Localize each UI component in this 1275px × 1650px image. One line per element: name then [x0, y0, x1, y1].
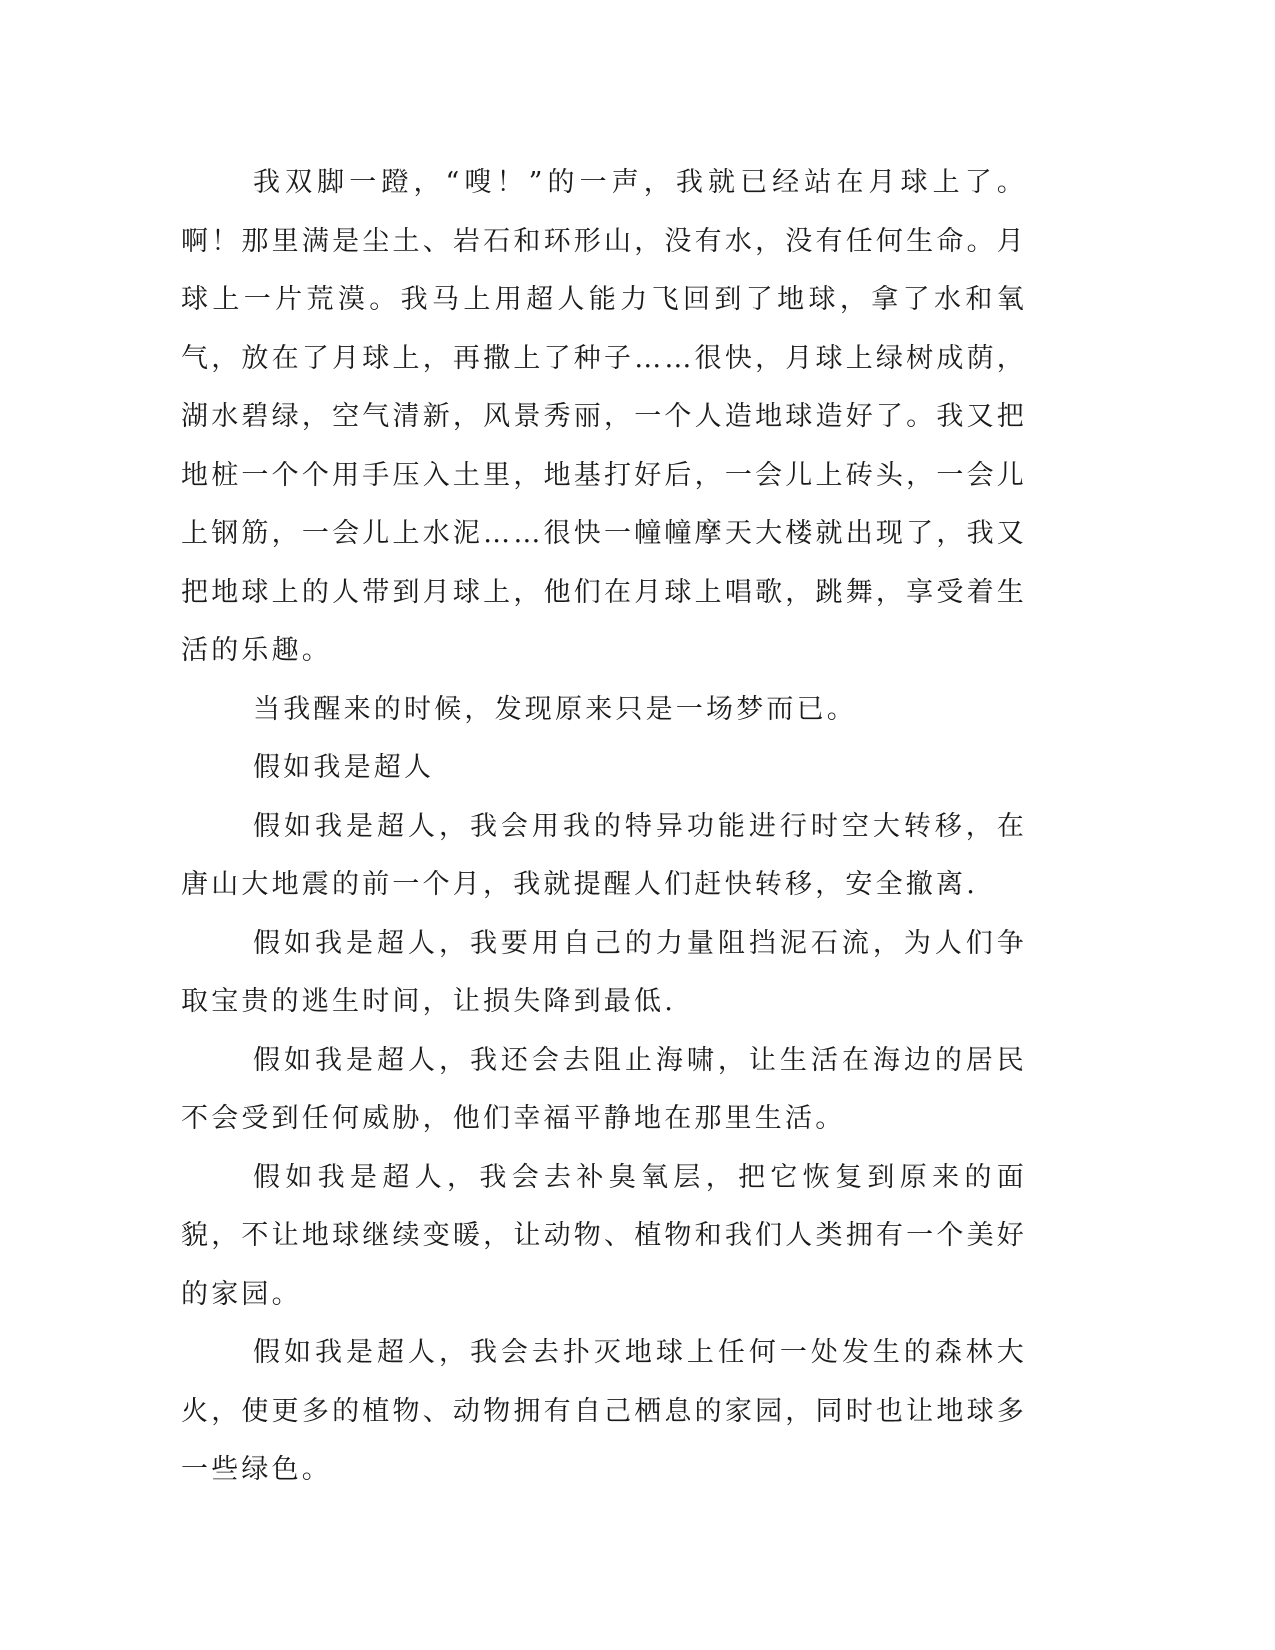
paragraph-forest-fire: 假如我是超人，我会去扑灭地球上任何一处发生的森林大火，使更多的植物、动物拥有自己栖息的家园，同时也让地球多一些绿色。	[181, 1337, 1027, 1485]
paragraph-mudslide: 假如我是超人，我要用自己的力量阻挡泥石流，为人们争取宝贵的逃生时间，让损失降到最低.	[181, 927, 1027, 1017]
paragraph-wake-up: 当我醒来的时候，发现原来只是一场梦而已。	[253, 693, 857, 725]
paragraph-earthquake: 假如我是超人，我会用我的特异功能进行时空大转移，在唐山大地震的前一个月，我就提醒人们赶快转移，安全撤离.	[181, 810, 1027, 900]
document-body	[181, 154, 1027, 1500]
section-title: 假如我是超人	[253, 752, 435, 783]
paragraph-ozone: 假如我是超人，我会去补臭氧层，把它恢复到原来的面貌，不让地球继续变暖，让动物、植物和我们人类拥有一个美好的家园。	[181, 1161, 1027, 1310]
paragraph-tsunami: 假如我是超人，我还会去阻止海啸，让生活在海边的居民不会受到任何威胁，他们幸福平静地在那里生活。	[181, 1044, 1027, 1134]
paragraph-moon-dream: 我双脚一蹬，“嗖！”的一声，我就已经站在月球上了。啊！那里满是尘土、岩石和环形山，没有水，没有任何生命。月球上一片荒漠。我马上用超人能力飞回到了地球，拿了水和氧气，放在了月球上，再撒上了种子……很快，月球上绿树成荫，湖水碧绿，空气清新，风景秀丽，一个人造地球造好了。我又把地桩一个个用手压入土里，地基打好后，一会儿上砖头，一会儿上钢筋，一会儿上水泥……很快一幢幢摩天大楼就出现了，我又把地球上的人带到月球上，他们在月球上唱歌，跳舞，享受着生活的乐趣。	[181, 167, 1027, 666]
